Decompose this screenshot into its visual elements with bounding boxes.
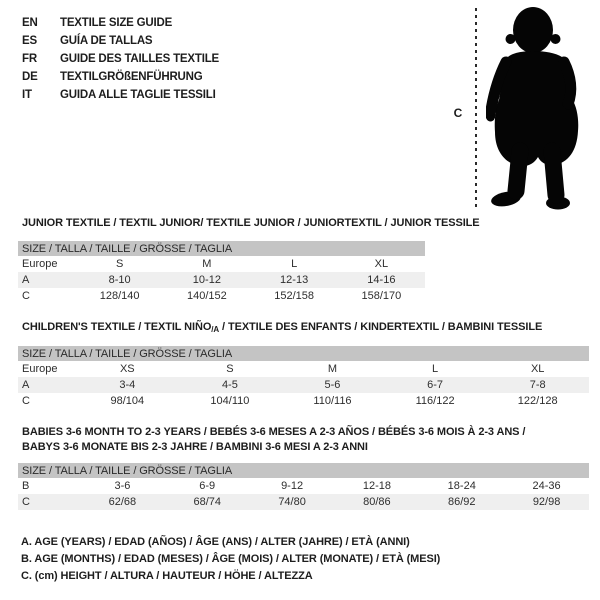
table-cell: 8-10	[108, 274, 131, 286]
language-row	[22, 14, 219, 32]
table-cell: 62/68	[108, 496, 137, 508]
table-cell: 14-16	[367, 274, 396, 286]
row-label: C	[22, 395, 30, 407]
children-title-post: / TEXTILE DES ENFANTS / KINDERTEXTIL / BAMBINI TESSILE	[219, 321, 543, 333]
language-label: TEXTILGRÖßENFÜHRUNG	[60, 71, 203, 83]
height-measure-label: C	[453, 106, 463, 120]
table-cell: 24-36	[532, 480, 561, 492]
size-header-bar	[18, 241, 425, 256]
toddler-silhouette-image	[486, 3, 582, 211]
junior-size-table	[18, 241, 425, 304]
size-header-text: SIZE / TALLA / TAILLE / GRÖSSE / TAGLIA	[22, 242, 233, 255]
row-label: B	[22, 480, 30, 492]
table-cell: XL	[374, 258, 389, 270]
table-cell: L	[432, 363, 439, 375]
table-row-europe	[18, 361, 589, 377]
language-row	[22, 50, 219, 68]
table-row-age-months	[18, 478, 589, 494]
table-cell: 152/158	[274, 290, 314, 302]
table-cell: 92/98	[532, 496, 561, 508]
table-cell: 18-24	[447, 480, 476, 492]
footnote-height: C. (cm) HEIGHT / ALTURA / HAUTEUR / HÖHE / ALTEZZA	[21, 570, 313, 582]
language-row	[22, 68, 219, 86]
size-header-bar	[18, 346, 589, 361]
table-cell: 158/170	[361, 290, 402, 302]
row-label: A	[22, 274, 30, 286]
table-cell: 7-8	[529, 379, 546, 391]
height-measure-dashed-line	[475, 8, 477, 208]
row-label: C	[22, 496, 30, 508]
language-code: IT	[22, 89, 32, 101]
table-cell: L	[291, 258, 298, 270]
table-cell: 12-13	[280, 274, 309, 286]
table-row-age	[18, 377, 589, 393]
language-code: ES	[22, 35, 37, 47]
language-label: GUIDE DES TAILLES TEXTILE	[60, 53, 219, 65]
language-guide	[22, 14, 219, 104]
size-header-text: SIZE / TALLA / TAILLE / GRÖSSE / TAGLIA	[22, 347, 233, 360]
junior-table-title: JUNIOR TEXTILE / TEXTIL JUNIOR/ TEXTILE JUNIOR / JUNIORTEXTIL / JUNIOR TESSILE	[22, 217, 480, 229]
babies-size-table	[18, 463, 589, 510]
table-cell: XL	[530, 363, 545, 375]
table-cell: 5-6	[324, 379, 341, 391]
table-cell: XS	[119, 363, 135, 375]
table-row-height	[18, 494, 589, 510]
table-cell: 140/152	[186, 290, 227, 302]
table-cell: 122/128	[517, 395, 558, 407]
table-cell: 3-6	[114, 480, 131, 492]
footnote-age-years: A. AGE (YEARS) / EDAD (AÑOS) / ÂGE (ANS) / ALTER (JAHRE) / ETÀ (ANNI)	[21, 536, 410, 548]
table-cell: 68/74	[193, 496, 221, 508]
table-cell: 3-4	[119, 379, 136, 391]
table-cell: S	[115, 258, 124, 270]
babies-title-line1: BABIES 3-6 MONTH TO 2-3 YEARS / BEBÉS 3-6 MESES A 2-3 AÑOS / BÉBÉS 3-6 MOIS À 2-3 ANS /	[22, 426, 526, 438]
table-row-europe	[18, 256, 425, 272]
language-label: GUIDA ALLE TAGLIE TESSILI	[60, 89, 216, 101]
babies-title-line2: BABYS 3-6 MONATE BIS 2-3 JAHRE / BAMBINI 3-6 MESI A 2-3 ANNI	[22, 441, 368, 453]
table-cell: 12-18	[362, 480, 391, 492]
children-table-title	[22, 321, 542, 334]
table-row-age	[18, 272, 425, 288]
size-header-bar	[18, 463, 589, 478]
row-label: Europe	[22, 363, 58, 375]
table-cell: 80/86	[363, 496, 391, 508]
row-label: A	[22, 379, 30, 391]
children-size-table	[18, 346, 589, 409]
table-cell: M	[202, 258, 212, 270]
language-label: TEXTILE SIZE GUIDE	[60, 17, 173, 29]
table-cell: 10-12	[192, 274, 221, 286]
table-cell: 86/92	[447, 496, 476, 508]
language-code: FR	[22, 53, 37, 65]
children-title-pre: CHILDREN'S TEXTILE / TEXTIL NIÑO	[22, 321, 212, 333]
table-cell: 104/110	[210, 395, 250, 407]
language-code: EN	[22, 17, 38, 29]
table-cell: 128/140	[99, 290, 140, 302]
table-row-height	[18, 393, 589, 409]
language-row	[22, 32, 219, 50]
babies-table-title	[22, 425, 525, 455]
table-cell: 74/80	[278, 496, 306, 508]
table-cell: 6-9	[199, 480, 216, 492]
children-title-sub: /A	[211, 325, 220, 334]
language-label: GUÍA DE TALLAS	[60, 35, 153, 47]
language-code: DE	[22, 71, 38, 83]
table-cell: 110/116	[313, 395, 352, 407]
table-cell: 6-7	[427, 379, 444, 391]
language-row	[22, 86, 219, 104]
row-label: Europe	[22, 258, 58, 270]
table-cell: 9-12	[281, 480, 304, 492]
row-label: C	[22, 290, 30, 302]
table-cell: 98/104	[110, 395, 145, 407]
footnote-age-months: B. AGE (MONTHS) / EDAD (MESES) / ÂGE (MOIS) / ALTER (MONATE) / ETÀ (MESI)	[21, 553, 441, 565]
table-cell: M	[327, 363, 338, 375]
table-row-height	[18, 288, 425, 304]
table-cell: 116/122	[415, 395, 455, 407]
table-cell: 4-5	[221, 379, 238, 391]
table-cell: S	[226, 363, 234, 375]
size-header-text: SIZE / TALLA / TAILLE / GRÖSSE / TAGLIA	[22, 464, 233, 477]
